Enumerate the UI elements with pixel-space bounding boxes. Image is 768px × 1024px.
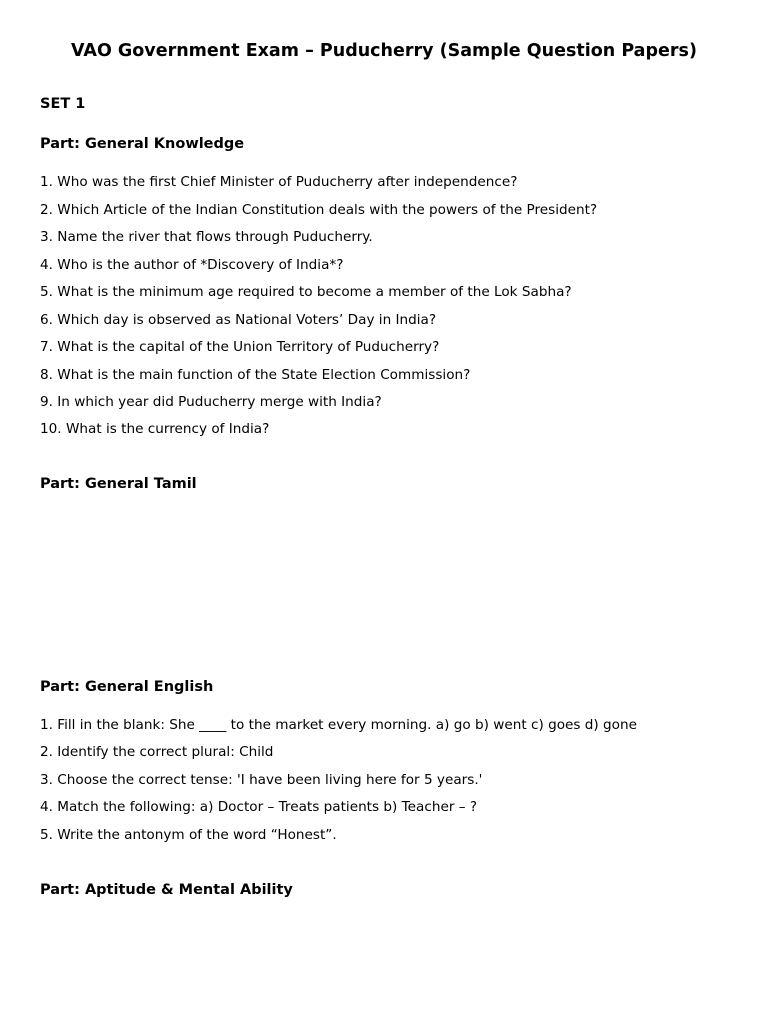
question-item: 2. Identify the correct plural: Child [40,744,274,760]
section-heading-general-tamil: Part: General Tamil [40,475,197,492]
question-item: 4. Match the following: a) Doctor – Treats patients b) Teacher – ? [40,799,478,815]
question-item: 7. What is the capital of the Union Territory of Puducherry? [40,339,440,355]
question-item: 1. Who was the first Chief Minister of Puducherry after independence? [40,174,518,190]
general-tamil-question-list [40,513,728,641]
question-item: 5. What is the minimum age required to become a member of the Lok Sabha? [40,284,572,300]
question-item: 3. Name the river that flows through Puducherry. [40,229,373,245]
set-label: SET 1 [40,96,86,112]
section-heading-general-knowledge: Part: General Knowledge [40,136,245,152]
question-item [40,568,728,586]
document-title: VAO Government Exam – Puducherry (Sample Question Papers) [71,41,697,61]
question-item: 1. Fill in the blank: She ____ to the market every morning. a) go b) went c) goes d) gone [40,716,637,733]
question-item [40,623,728,641]
question-item [40,513,728,531]
question-item: 2. Which Article of the Indian Constitution deals with the powers of the President? [40,201,598,218]
section-heading-aptitude: Part: Aptitude & Mental Ability [40,881,293,898]
question-item [40,540,728,558]
question-item: 8. What is the main function of the State Election Commission? [40,366,471,383]
question-item: 6. Which day is observed as National Voters’ Day in India? [40,311,437,328]
general-knowledge-question-list [40,173,728,438]
general-english-question-list [40,716,728,844]
question-item: 9. In which year did Puducherry merge with India? [40,394,382,410]
question-item: 10. What is the currency of India? [40,420,270,437]
question-item: 3. Choose the correct tense: 'I have been living here for 5 years.' [40,771,483,788]
question-item: 5. Write the antonym of the word “Honest”. [40,826,337,843]
question-item: 4. Who is the author of *Discovery of India*? [40,256,344,273]
question-item [40,595,728,613]
section-heading-general-english: Part: General English [40,678,214,695]
